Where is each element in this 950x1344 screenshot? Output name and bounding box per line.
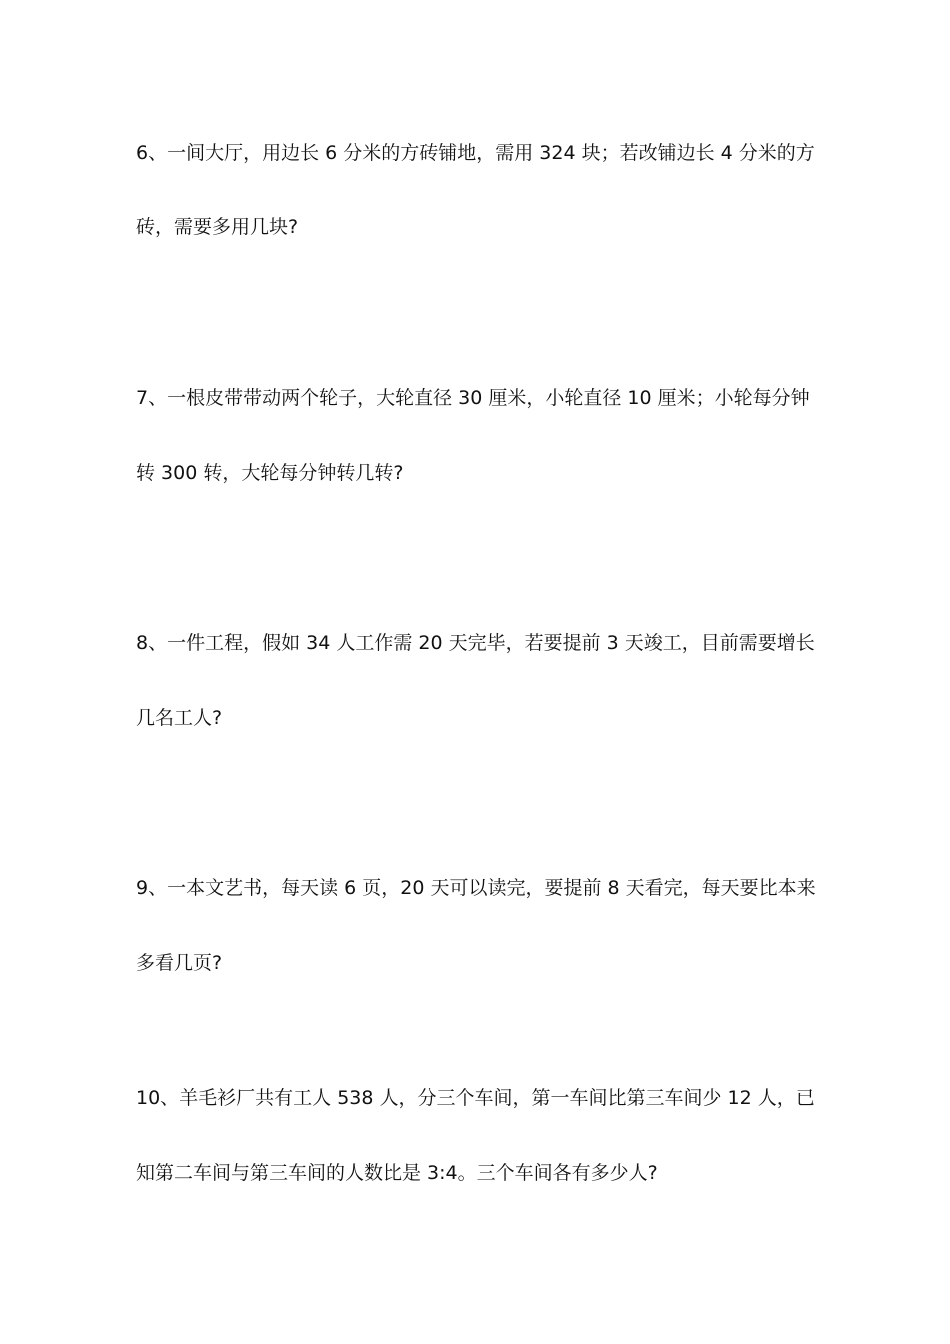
problem-6-line-2: 砖，需要多用几块? — [136, 216, 299, 238]
problem-7-line-2: 转 300 转，大轮每分钟转几转? — [136, 462, 404, 484]
problem-9-line-2: 多看几页? — [136, 952, 223, 974]
problem-10-line-2: 知第二车间与第三车间的人数比是 3:4。三个车间各有多少人? — [136, 1162, 658, 1184]
problem-10-line-1: 10、羊毛衫厂共有工人 538 人，分三个车间，第一车间比第三车间少 12 人，已 — [136, 1087, 815, 1109]
problem-8-line-1: 8、一件工程，假如 34 人工作需 20 天完毕，若要提前 3 天竣工，目前需要增长 — [136, 632, 815, 654]
problem-7-line-1: 7、一根皮带带动两个轮子，大轮直径 30 厘米，小轮直径 10 厘米；小轮每分钟 — [136, 387, 810, 409]
problem-9-line-1: 9、一本文艺书，每天读 6 页，20 天可以读完，要提前 8 天看完，每天要比本来 — [136, 877, 816, 899]
problem-6-line-1: 6、一间大厅，用边长 6 分米的方砖铺地，需用 324 块；若改铺边长 4 分米的方 — [136, 142, 815, 164]
problem-8-line-2: 几名工人? — [136, 707, 223, 729]
